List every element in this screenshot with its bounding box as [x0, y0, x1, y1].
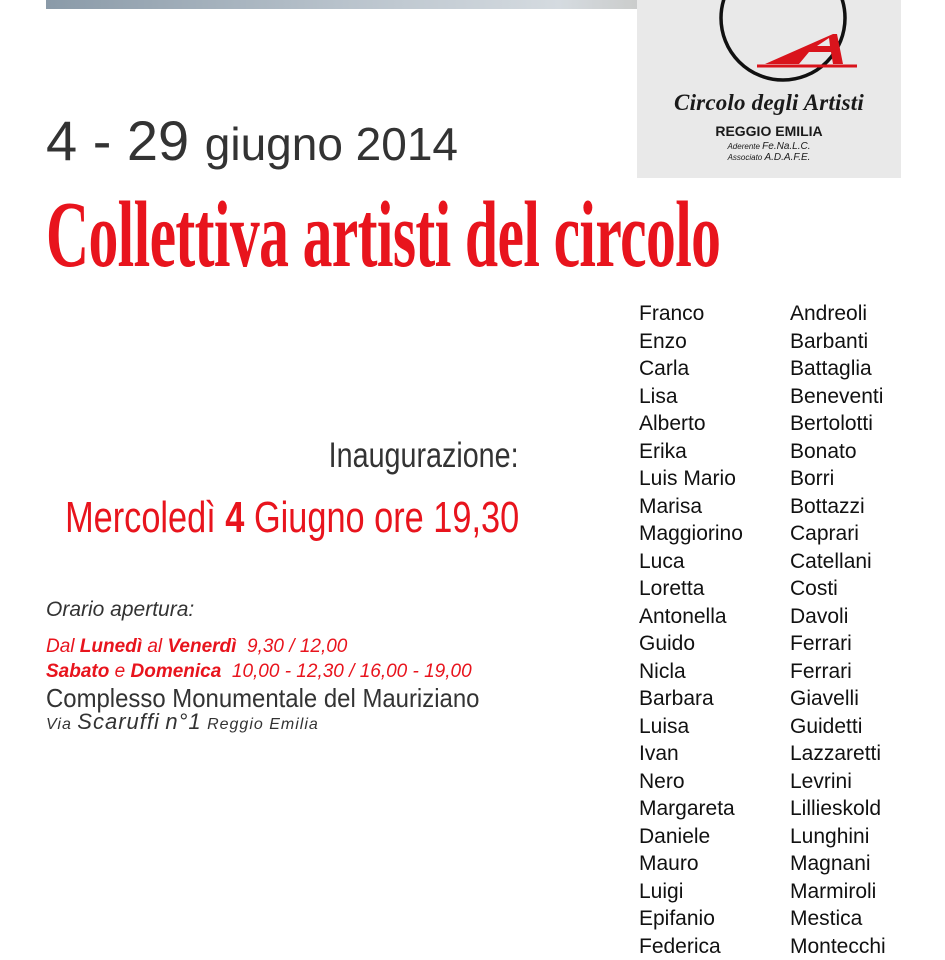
artist-first-name: Antonella [639, 603, 743, 631]
artist-first-name: Ivan [639, 740, 743, 768]
artist-first-name: Nicla [639, 658, 743, 686]
artist-last-name: Borri [790, 465, 886, 493]
artist-last-name: Levrini [790, 768, 886, 796]
inauguration-day: Mercoledì [65, 493, 216, 542]
artist-first-name: Carla [639, 355, 743, 383]
artist-last-name: Bonato [790, 438, 886, 466]
artist-first-name: Alberto [639, 410, 743, 438]
weekend-hours: Sabato e Domenica 10,00 - 12,30 / 16,00 - 19,00 [46, 662, 472, 681]
artist-last-name: Beneventi [790, 383, 886, 411]
month-year: giugno 2014 [205, 118, 458, 170]
artist-first-name: Guido [639, 630, 743, 658]
artist-first-name: Luigi [639, 878, 743, 906]
artist-first-name: Epifanio [639, 905, 743, 933]
artist-last-name: Battaglia [790, 355, 886, 383]
logo-associato: Associato A.D.A.F.E. [637, 152, 901, 163]
artist-last-name: Guidetti [790, 713, 886, 741]
logo-emblem-icon [637, 0, 901, 100]
artist-first-name: Luis Mario [639, 465, 743, 493]
artist-last-name: Bertolotti [790, 410, 886, 438]
artist-last-name: Giavelli [790, 685, 886, 713]
artist-last-name: Costi [790, 575, 886, 603]
venue-name: Complesso Monumentale del Mauriziano [46, 685, 479, 711]
artist-last-name: Mestica [790, 905, 886, 933]
logo-city: REGGIO EMILIA [637, 123, 901, 139]
artist-first-name: Margareta [639, 795, 743, 823]
artist-first-name: Loretta [639, 575, 743, 603]
artist-first-name: Federica [639, 933, 743, 960]
weekday-hours: Dal Lunedì al Venerdì 9,30 / 12,00 [46, 637, 347, 656]
artist-first-name: Lisa [639, 383, 743, 411]
artist-first-name: Mauro [639, 850, 743, 878]
artist-first-name: Erika [639, 438, 743, 466]
inauguration-label: Inaugurazione: [329, 438, 519, 473]
artist-first-name: Franco [639, 300, 743, 328]
artist-first-name: Barbara [639, 685, 743, 713]
artist-last-name: Lillieskold [790, 795, 886, 823]
artist-last-name: Ferrari [790, 630, 886, 658]
artist-last-name: Catellani [790, 548, 886, 576]
artist-last-name: Caprari [790, 520, 886, 548]
artist-first-name: Luisa [639, 713, 743, 741]
artist-first-name: Nero [639, 768, 743, 796]
inauguration-day-number: 4 [225, 493, 244, 542]
artist-last-name: Ferrari [790, 658, 886, 686]
artist-first-name: Maggiorino [639, 520, 743, 548]
artist-last-name: Montecchi [790, 933, 886, 960]
artist-first-name: Marisa [639, 493, 743, 521]
exhibition-title: Collettiva artisti del circolo [46, 188, 720, 282]
artist-last-names [790, 300, 886, 960]
artist-last-name: Marmiroli [790, 878, 886, 906]
date-range: 4 - 29 [46, 109, 189, 172]
exhibition-dates [46, 113, 458, 169]
opening-hours-title: Orario apertura: [46, 599, 194, 620]
artist-last-name: Bottazzi [790, 493, 886, 521]
artist-first-name: Daniele [639, 823, 743, 851]
artist-last-name: Davoli [790, 603, 886, 631]
inauguration-date [65, 496, 519, 540]
logo-aderente: Aderente Fe.Na.L.C. [637, 141, 901, 152]
artist-first-name: Luca [639, 548, 743, 576]
artist-last-name: Andreoli [790, 300, 886, 328]
artist-last-name: Lazzaretti [790, 740, 886, 768]
artist-first-name: Enzo [639, 328, 743, 356]
artist-last-name: Barbanti [790, 328, 886, 356]
venue-address: Via Scaruffi n°1 Reggio Emilia [46, 711, 319, 733]
logo-name: Circolo degli Artisti [637, 90, 901, 116]
inauguration-month-time: Giugno ore 19,30 [254, 493, 519, 542]
artist-first-names [639, 300, 743, 960]
artist-last-name: Lunghini [790, 823, 886, 851]
artist-last-name: Magnani [790, 850, 886, 878]
circolo-logo [637, 0, 901, 178]
